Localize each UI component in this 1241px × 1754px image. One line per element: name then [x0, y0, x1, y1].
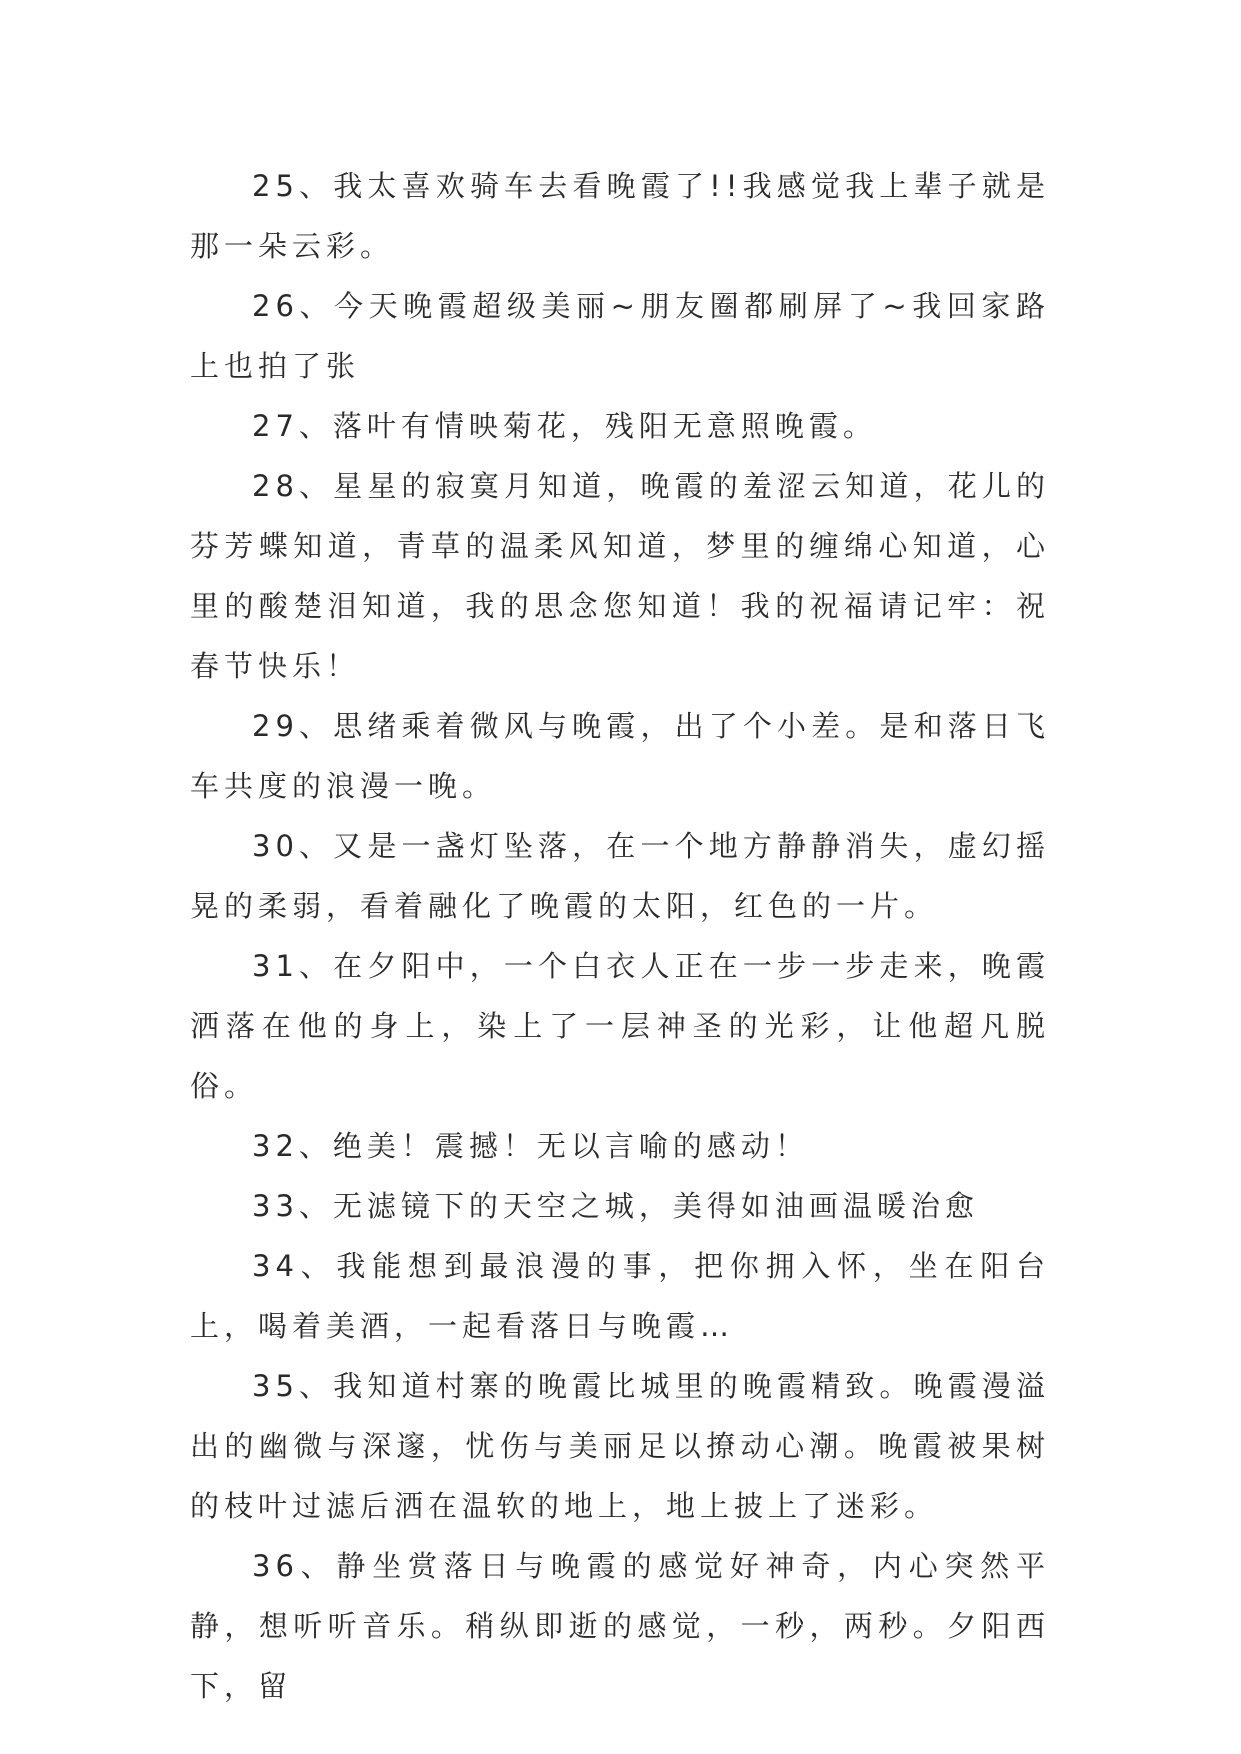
paragraph-32: 32、绝美！震撼！无以言喻的感动！	[252, 1129, 809, 1163]
paragraph-33: 33、无滤镜下的天空之城，美得如油画温暖治愈	[252, 1189, 979, 1223]
paragraph-30: 30、又是一盏灯坠落，在一个地方静静消失，虚幻摇晃的柔弱，看着融化了晚霞的太阳，红色的一片。	[190, 829, 1050, 923]
paragraph-25: 25、我太喜欢骑车去看晚霞了!!我感觉我上辈子就是那一朵云彩。	[190, 169, 1050, 263]
paragraph-36: 36、静坐赏落日与晚霞的感觉好神奇，内心突然平静，想听听音乐。稍纵即逝的感觉，一秒，两秒。夕阳西下，留	[190, 1549, 1050, 1703]
paragraph-35: 35、我知道村寨的晚霞比城里的晚霞精致。晚霞漫溢出的幽微与深邃，忧伤与美丽足以撩动心潮。晚霞被果树的枝叶过滤后洒在温软的地上，地上披上了迷彩。	[190, 1369, 1050, 1523]
paragraph-26: 26、今天晚霞超级美丽~朋友圈都刷屏了~我回家路上也拍了张	[190, 289, 1050, 383]
paragraph-29: 29、思绪乘着微风与晚霞，出了个小差。是和落日飞车共度的浪漫一晚。	[190, 709, 1050, 803]
paragraph-27: 27、落叶有情映菊花，残阳无意照晚霞。	[252, 409, 877, 443]
paragraph-34: 34、我能想到最浪漫的事，把你拥入怀，坐在阳台上，喝着美酒，一起看落日与晚霞…	[190, 1249, 1050, 1343]
document-body	[190, 156, 1050, 1716]
paragraph-28: 28、星星的寂寞月知道，晚霞的羞涩云知道，花儿的芬芳蝶知道，青草的温柔风知道，梦里的缠绵心知道，心里的酸楚泪知道，我的思念您知道！我的祝福请记牢：祝春节快乐！	[190, 469, 1050, 683]
paragraph-31: 31、在夕阳中，一个白衣人正在一步一步走来，晚霞洒落在他的身上，染上了一层神圣的光彩，让他超凡脱俗。	[190, 949, 1050, 1103]
